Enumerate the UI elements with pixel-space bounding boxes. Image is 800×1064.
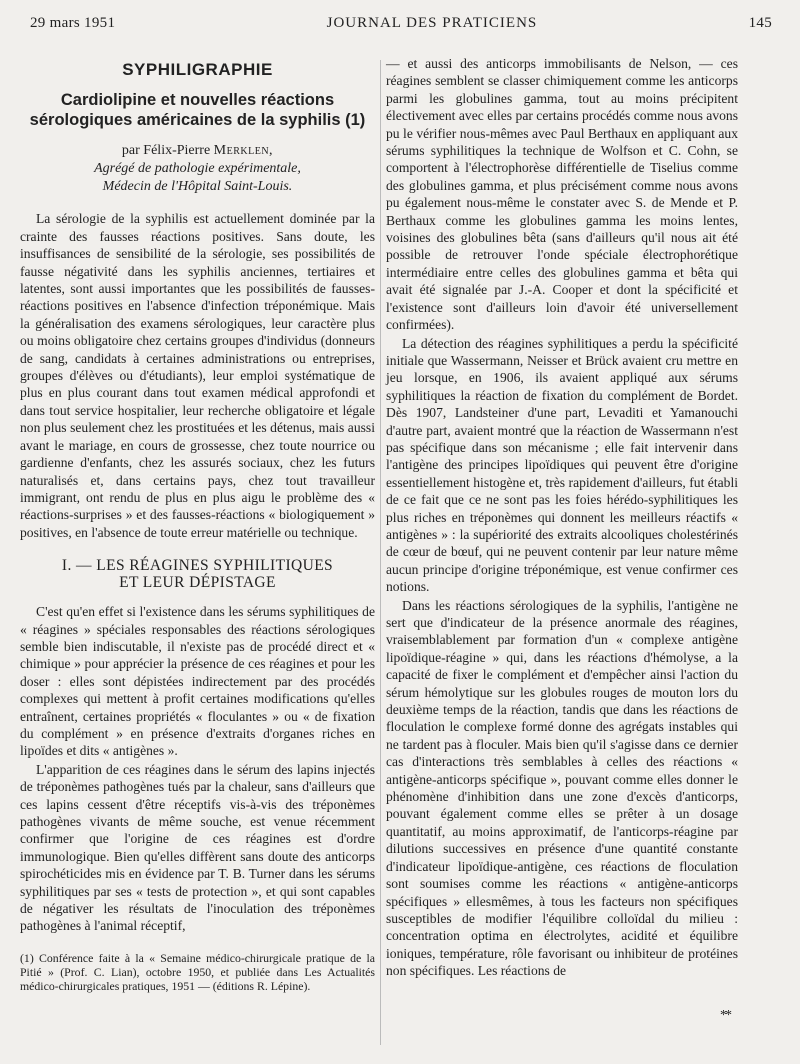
author-affiliation-2: Médecin de l'Hôpital Saint-Louis. <box>102 179 293 195</box>
article-title <box>20 90 375 130</box>
body-paragraph-2: C'est qu'en effet si l'existence dans les sérums syphilitiques de « réagines » spéciales responsables des réactions sérologiques semble bien indiscutable, il n'existe pas de procédé direct et « chimique » pour apprécier la présence de ces réagines et pour les doser : elles sont dépistées indirectement par des procédés complexes qui mettent à profit certaines modifications qu'elles entraînent, certaines propriétés « floculantes » ou « de fixation du complément » en présence d'extraits d'organes riches en lipoïdes et dits « antigènes ». <box>20 604 375 759</box>
intro-paragraph: La sérologie de la syphilis est actuellement dominée par la crainte des fausses réactions positives. Sans doute, les insuffisances de sensibilité de la sérologie, ses possibilités de fausse négativité dans les syphilis anciennes, tertiaires et latentes, sont aussi importantes que les possibilités de fausses-réactions positives en l'absence d'infection tréponémique. Mais la généralisation des examens sérologiques, leur caractère plus ou moins obligatoire chez certains groupes d'individus (donneurs de sang, candidats à certaines administrations ou entreprises, groupes d'élèves ou d'étudiants), leur emploi systématique de plus en plus courant dans tout examen médical approfondi et dans tout service hospitalier, leur recherche obligatoire et légale non plus seulement chez les prostituées et les détenus, mais aussi avant le mariage, en cours de grossesse, chez toute nourrice ou gardienne d'enfants, chez les assurés sociaux, chez les futurs naturalisés et, dans certains pays, chez tout travailleur immigrant, ont rendu de plus en plus aigu le problème des « réactions-surprises » et des fausses-réactions « biologiquement » positives, en l'absence de toute erreur matérielle ou technique. <box>20 211 375 540</box>
page-number: 145 <box>748 14 772 31</box>
section-title: SYPHILIGRAPHIE <box>122 60 273 79</box>
right-column <box>386 55 738 980</box>
journal-name: JOURNAL DES PRATICIENS <box>326 14 538 31</box>
author-affiliation-1: Agrégé de pathologie expérimentale, <box>94 161 301 177</box>
left-column <box>20 55 375 993</box>
right-paragraph-2: La détection des réagines syphilitiques a perdu la spécificité initiale que Wassermann, Neisser et Brück avaient cru mettre en jeu lorsque, en 1906, ils avaient appliqué aux sérums syphilitiques la réaction de fixation du complément de Bordet. Dès 1907, Landsteiner d'une part, Levaditi et Yamanouchi d'autre part, avaient montré que la réaction de Wassermann n'est pas spécifique dans son mécanisme ; elle fait intervenir dans l'antigène des principes lipoïdiques qui peuvent être d'origine essentiellement histogène et, très rapidement d'ailleurs, fut établi de ce fait que ce ne sont pas les foies hérédo-syphilitiques les plus riches en tréponèmes qui donnent les meilleurs réactifs « antigènes » : la supériorité des extraits alcooliques cholestérinés de cœur de bœuf, qui ne peuvent contenir par leur nature même aucun principe d'origine tréponémique, est venue confirmer ces notions. <box>386 335 738 595</box>
article-title-line2: sérologiques américaines de la syphilis (1) <box>29 111 366 130</box>
column-divider <box>380 60 381 1045</box>
section-heading-1 <box>20 557 375 591</box>
end-ornament: ** <box>720 1008 730 1023</box>
byline-prefix: par Félix-Pierre <box>121 143 211 159</box>
author-name: Merklen, <box>213 143 274 159</box>
section-heading-1-line1: I. — LES RÉAGINES SYPHILITIQUES <box>61 557 334 575</box>
issue-date: 29 mars 1951 <box>30 14 116 31</box>
byline <box>20 142 375 196</box>
section-heading-1-line2: ET LEUR DÉPISTAGE <box>119 574 276 592</box>
body-paragraph-3: L'apparition de ces réagines dans le sérum des lapins injectés de tréponèmes pathogènes tués par la chaleur, sans d'ailleurs que ces lapins cessent d'être réceptifs vis-à-vis des tréponèmes pathogènes vivants de même souche, est venue récemment confirmer que l'origine de ces réagines est d'ordre immunologique. Bien qu'elles diffèrent sans doute des anticorps spirochéticides mis en évidence par T. B. Turner dans les sérums syphilitiques par ses « tests de protection », et qui sont capables de négativer les résultats de l'inoculation des tréponèmes pathogènes à l'animal réceptif, <box>20 761 375 934</box>
right-paragraph-1: — et aussi des anticorps immobilisants de Nelson, — ces réagines semblent se classer chimiquement comme les anticorps parmi les globulines gamma, tout au moins précipitent électivement avec elles par certains procédés comme nous avons pu le vérifier nous-mêmes avec Paul Berthaux en appliquant aux sérums syphilitiques la technique de Wolfson et C. Cohn, se comportent à l'électrophorèse différentielle de Tiselius comme des globulines gamma, et plus précisément comme nous avons pu également nous-même le constater avec S. de Mende et P. Berthaux comme les globulines gamma les moins lentes, voisines des globulines bêta (sans d'ailleurs qu'il nous ait été possible de retrouver l'onde spéciale électrophorétique intermédiaire entre celles des globulines gamma et bêta qui avait été signalée par J.-A. Cooper et dont la spécificité et l'existence sont d'ailleurs loin d'avoir été universellement confirmées). <box>386 56 738 333</box>
running-head <box>30 12 772 34</box>
right-paragraph-3: Dans les réactions sérologiques de la syphilis, l'antigène ne sert que d'indicateur de la présence anormale des réagines, vraisemblablement par formation d'un « complexe antigène lipoïdique-réagine » qui, dans les réactions d'hémolyse, a la capacité de fixer le complément et d'empêcher ainsi l'action du sérum hémolytique sur les globules rouges de mouton lors du deuxième temps de la réaction, tandis que dans les réactions de floculation le complexe formé donne des agrégats instables qui ne tardent pas à floculer. Mais bien qu'il s'agisse dans ce dernier cas d'interactions très semblables à celles des réactions « antigène-anticorps spécifique », pouvant comme elles donner le phénomène d'inhibition dans une zone d'excès d'anticorps, pouvant également comme elles se prêter à un dosage quantitatif, au moins approximatif, de l'anticorps-réagine par dilutions successives en présence d'une quantité constante d'indicateur lipoïdique-antigène, ces réactions de floculation sont soumises comme les réactions « antigène-anticorps spécifiques » ellesmêmes, à tous les facteurs non spécifiques susceptibles de modifier l'équilibre colloïdal du milieu : concentration optima en électrolytes, acidité et équilibre ioniques, température, rôle favorisant ou inhibiteur de protéines non spécifiques. Les réactions de <box>386 597 738 979</box>
article-title-line1: Cardiolipine et nouvelles réactions <box>60 91 335 110</box>
footnote: (1) Conférence faite à la « Semaine médico-chirurgicale pratique de la Pitié » (Prof. C. Lian), octobre 1950, et publiée dans Les Actualités médico-chirurgicales pratiques, 1951 — (éditions R. Lépine). <box>20 950 375 993</box>
